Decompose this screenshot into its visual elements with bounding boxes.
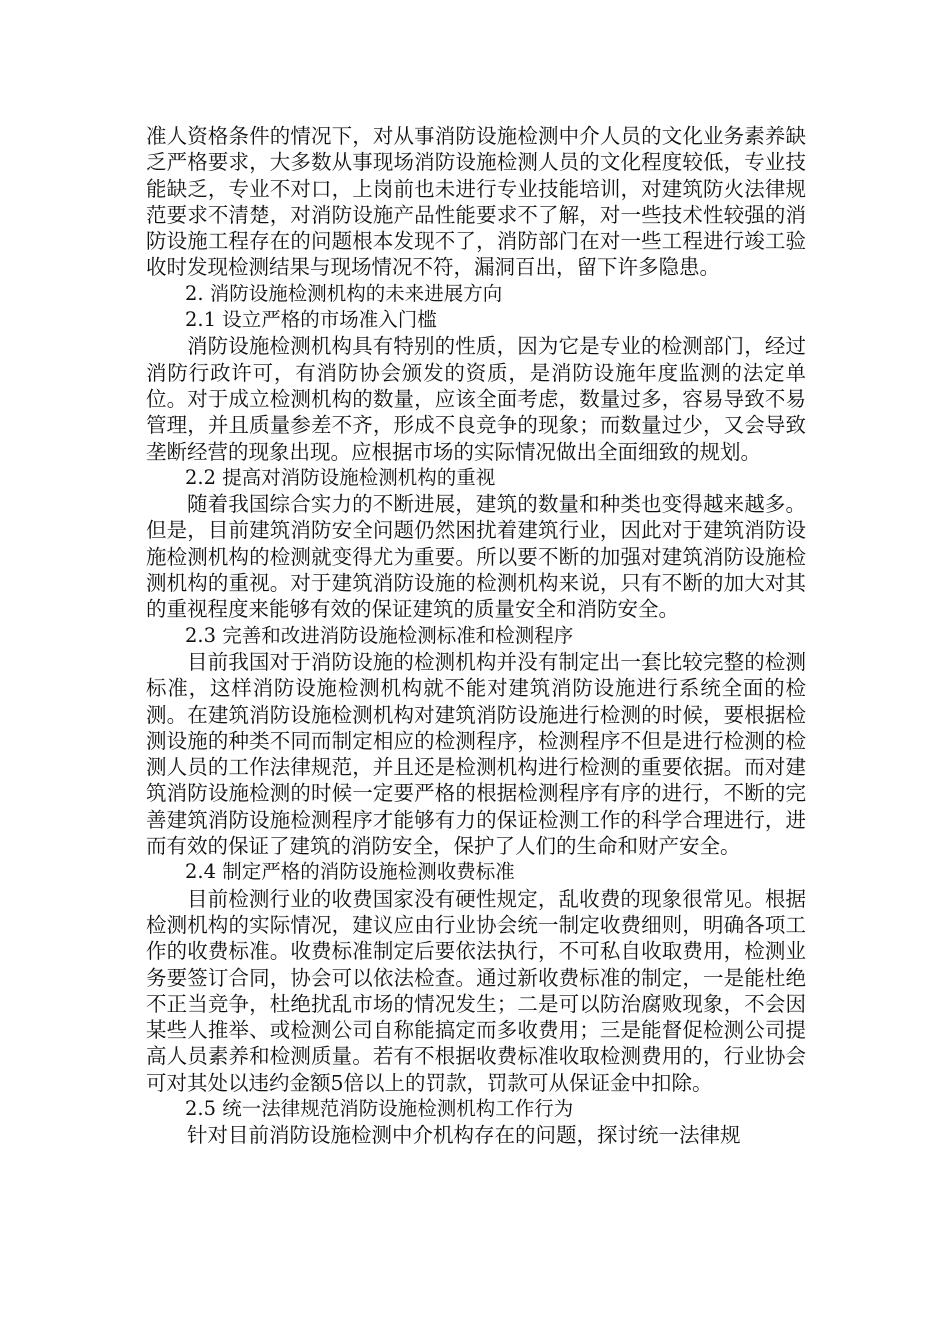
document-page	[146, 123, 806, 1149]
paragraph-attention: 随着我国综合实力的不断进展，建筑的数量和种类也变得越来越多。但是，目前建筑消防安全问题仍然困扰着建筑行业，因此对于建筑消防设施检测机构的检测就变得尤为重要。所以要不断的加强对建筑消防设施检测机构的重视。对于建筑消防设施的检测机构来说，只有不断的加大对其的重视程度来能够有效的保证建筑的质量安全和消防安全。	[146, 492, 806, 622]
paragraph-standards: 目前我国对于消防设施的检测机构并没有制定出一套比较完整的检测标准，这样消防设施检测机构就不能对建筑消防设施进行系统全面的检测。在建筑消防设施检测机构对建筑消防设施进行检测的时候，要根据检测设施的种类不同而制定相应的检测程序，检测程序不但是进行检测的检测人员的工作法律规范，并且还是检测机构进行检测的重要依据。而对建筑消防设施检测的时候一定要严格的根据检测程序有序的进行，不断的完善建筑消防设施检测程序才能够有力的保证检测工作的科学合理进行，进而有效的保证了建筑的消防安全，保护了人们的生命和财产安全。	[146, 649, 806, 859]
heading-section-2-2: 2.2 提高对消防设施检测机构的重视	[185, 465, 496, 489]
heading-section-2: 2. 消防设施检测机构的未来进展方向	[185, 281, 503, 305]
heading-section-2-3: 2.3 完善和改进消防设施检测标准和检测程序	[185, 623, 574, 647]
heading-section-2-4: 2.4 制定严格的消防设施检测收费标准	[185, 860, 515, 884]
heading-section-2-5: 2.5 统一法律规范消防设施检测机构工作行为	[185, 1096, 574, 1120]
paragraph-fees: 目前检测行业的收费国家没有硬性规定，乱收费的现象很常见。根据检测机构的实际情况，建议应由行业协会统一制定收费细则，明确各项工作的收费标准。收费标准制定后要依法执行，不可私自收取费用，检测业务要签订合同，协会可以依法检查。通过新收费标准的制定，一是能杜绝不正当竞争，杜绝扰乱市场的情况发生；二是可以防治腐败现象，不会因某些人推举、或检测公司自称能搞定而多收费用；三是能督促检测公司提高人员素养和检测质量。若有不根据收费标准收取检测费用的，行业协会可对其处以违约金额5倍以上的罚款，罚款可从保证金中扣除。	[146, 886, 806, 1095]
heading-section-2-1: 2.1 设立严格的市场准入门槛	[185, 308, 437, 332]
paragraph-qualification-issues: 准人资格条件的情况下，对从事消防设施检测中介人员的文化业务素养缺乏严格要求，大多数从事现场消防设施检测人员的文化程度较低，专业技能缺乏，专业不对口，上岗前也未进行专业技能培训，对建筑防火法律规范要求不清楚，对消防设施产品性能要求不了解，对一些技术性较强的消防设施工程存在的问题根本发现不了，消防部门在对一些工程进行竣工验收时发现检测结果与现场情况不符，漏洞百出，留下许多隐患。	[146, 124, 806, 280]
paragraph-market-entry: 消防设施检测机构具有特别的性质，因为它是专业的检测部门，经过消防行政许可，有消防协会颁发的资质，是消防设施年度监测的法定单位。对于成立检测机构的数量，应该全面考虑，数量过多，容易导致不易管理，并且质量参差不齐，形成不良竞争的现象；而数量过少，又会导致垄断经营的现象出现。应根据市场的实际情况做出全面细致的规划。	[146, 334, 806, 464]
paragraph-legal-norms: 针对目前消防设施检测中介机构存在的问题，探讨统一法律规	[187, 1123, 741, 1148]
